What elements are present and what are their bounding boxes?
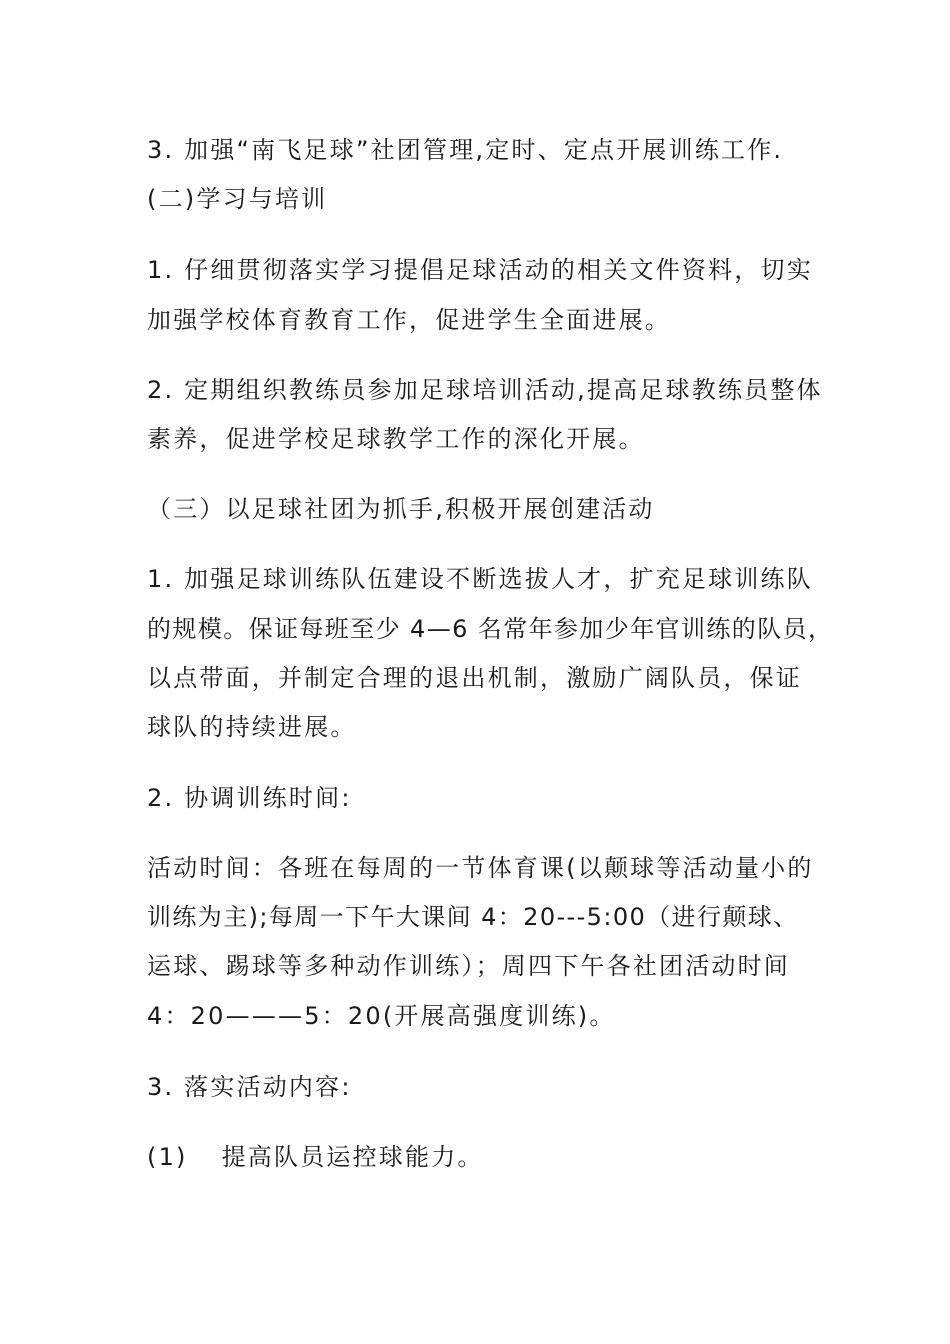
paragraph-team-line-1: 1. 加强足球训练队伍建设不断选拔人才，扩充足球训练队: [147, 565, 813, 593]
paragraph-schedule-line-2: 训练为主);每周一下午大课间 4：20---5:00（进行颠球、: [147, 903, 799, 931]
paragraph-team-line-4: 球队的持续进展。: [147, 713, 357, 741]
section-2-heading: (二)学习与培训: [147, 185, 328, 213]
list-item-number: (1): [147, 1143, 188, 1171]
paragraph-study-line-2: 加强学校体育教育工作，促进学生全面进展。: [147, 306, 671, 334]
paragraph-study-line-1: 1. 仔细贯彻落实学习提倡足球活动的相关文件资料，切实: [147, 256, 813, 284]
paragraph-team-line-3: 以点带面，并制定合理的退出机制，激励广阔队员，保证: [147, 664, 802, 692]
item-2-schedule-heading: 2. 协调训练时间:: [147, 784, 352, 812]
list-item: [147, 1141, 827, 1173]
paragraph-team-line-2: 的规模。保证每班至少 4—6 名常年参加少年官训练的队员，: [147, 615, 834, 643]
section-3-heading: （三）以足球社团为抓手,积极开展创建活动: [147, 495, 655, 523]
paragraph-schedule-line-1: 活动时间：各班在每周的一节体育课(以颠球等活动量小的: [147, 854, 814, 882]
paragraph-training-line-1: 2. 定期组织教练员参加足球培训活动,提高足球教练员整体: [147, 376, 823, 404]
list-item-text: 提高队员运控球能力。: [221, 1143, 484, 1171]
paragraph-schedule-line-4: 4：20———5：20(开展高强度训练)。: [147, 1002, 616, 1030]
paragraph-schedule-line-3: 运球、踢球等多种动作训练）；周四下午各社团活动时间: [147, 952, 790, 980]
item-3-content-heading: 3. 落实活动内容:: [147, 1073, 352, 1101]
item-3-club-management: 3. 加强“南飞足球”社团管理,定时、定点开展训练工作.: [147, 136, 784, 164]
paragraph-training-line-2: 素养，促进学校足球教学工作的深化开展。: [147, 425, 645, 453]
